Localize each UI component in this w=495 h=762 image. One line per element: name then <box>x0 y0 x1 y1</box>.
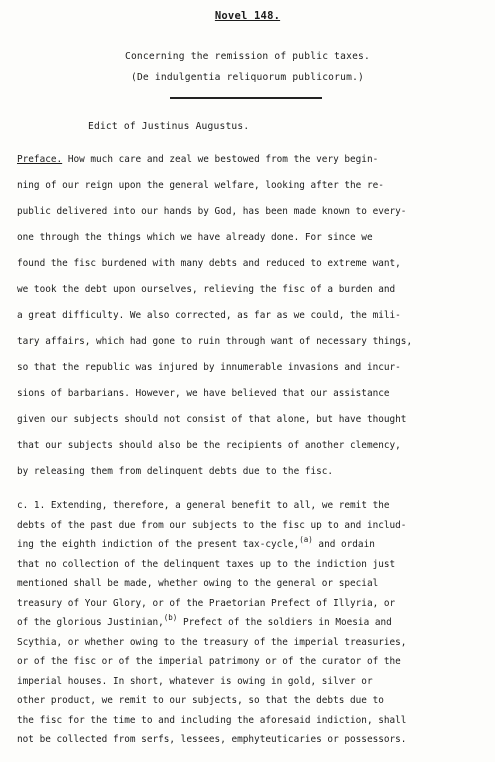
chapter1-line <box>17 535 487 551</box>
chapter1-line: the fisc for the time to and including the aforesaid indiction, shall <box>17 714 407 726</box>
chapter1-line: imperial houses. In short, whatever is owing in gold, silver or <box>17 675 373 687</box>
footnote-marker-a: (a) <box>299 535 313 544</box>
preface-line: found the fisc burdened with many debts and reduced to extreme want, <box>17 258 401 269</box>
edict-heading: Edict of Justinus Augustus. <box>88 121 250 132</box>
chapter1-line <box>17 500 487 512</box>
footnote-marker-b: (b) <box>163 613 178 622</box>
preface-line: public delivered into our hands by God, has been made known to every- <box>17 206 407 217</box>
preface-line: by releasing them from delinquent debts due to the fisc. <box>17 466 334 477</box>
preface-line: ning of our reign upon the general welfare, looking after the re- <box>17 180 384 191</box>
preface-line: sions of barbarians. However, we have believed that our assistance <box>17 388 390 399</box>
subtitle-latin: (De indulgentia reliquorum publicorum.) <box>130 72 365 83</box>
chapter1-text: Extending, therefore, a general benefit to all, we remit the <box>50 500 390 511</box>
preface-line: one through the things which we have already done. For since we <box>17 232 373 243</box>
chapter1-line: that no collection of the delinquent taxes up to the indiction just <box>17 558 396 570</box>
preface-text: How much care and zeal we bestowed from the very begin- <box>67 154 379 165</box>
preface-line: tary affairs, which had gone to ruin through want of necessary things, <box>17 336 413 347</box>
preface-line: that our subjects should also be the recipients of another clemency, <box>17 440 401 451</box>
preface-line: we took the debt upon ourselves, relieving the fisc of a burden and <box>17 284 396 295</box>
document-title: Novel 148. <box>214 10 281 22</box>
chapter1-line: debts of the past due from our subjects to the fisc up to and includ- <box>17 519 407 531</box>
title-divider <box>170 97 322 99</box>
subtitle-english: Concerning the remission of public taxes. <box>124 51 370 62</box>
preface-line: so that the republic was injured by innumerable invasions and incur- <box>17 362 401 373</box>
chapter1-line: other product, we remit to our subjects, so that the debts due to <box>17 695 384 706</box>
chapter1-text: of the glorious Justinian, <box>17 617 164 628</box>
chapter1-line: treasury of Your Glory, or of the Praetorian Prefect of Illyria, or <box>17 597 396 609</box>
chapter1-line: Scythia, or whether owing to the treasury of the imperial treasuries, <box>17 636 407 648</box>
chapter1-line <box>17 613 487 629</box>
preface-line: a great difficulty. We also corrected, as far as we could, the mili- <box>17 310 401 321</box>
preface-heading: Preface. <box>17 154 63 165</box>
preface-line: given our subjects should not consist of that alone, but have thought <box>17 414 407 425</box>
chapter1-text: and ordain <box>318 539 375 550</box>
chapter1-text: ing the eighth indiction of the present tax-cycle, <box>17 539 300 550</box>
preface-line <box>17 154 487 166</box>
chapter1-heading: c. 1. <box>17 500 46 511</box>
chapter1-line: or of the fisc or of the imperial patrimony or of the curator of the <box>17 656 401 667</box>
chapter1-line: mentioned shall be made, whether owing to the general or special <box>17 578 379 589</box>
chapter1-line: not be collected from serfs, lessees, emphyteuticaries or possessors. <box>17 734 407 745</box>
chapter1-text: Prefect of the soldiers in Moesia and <box>182 617 392 628</box>
